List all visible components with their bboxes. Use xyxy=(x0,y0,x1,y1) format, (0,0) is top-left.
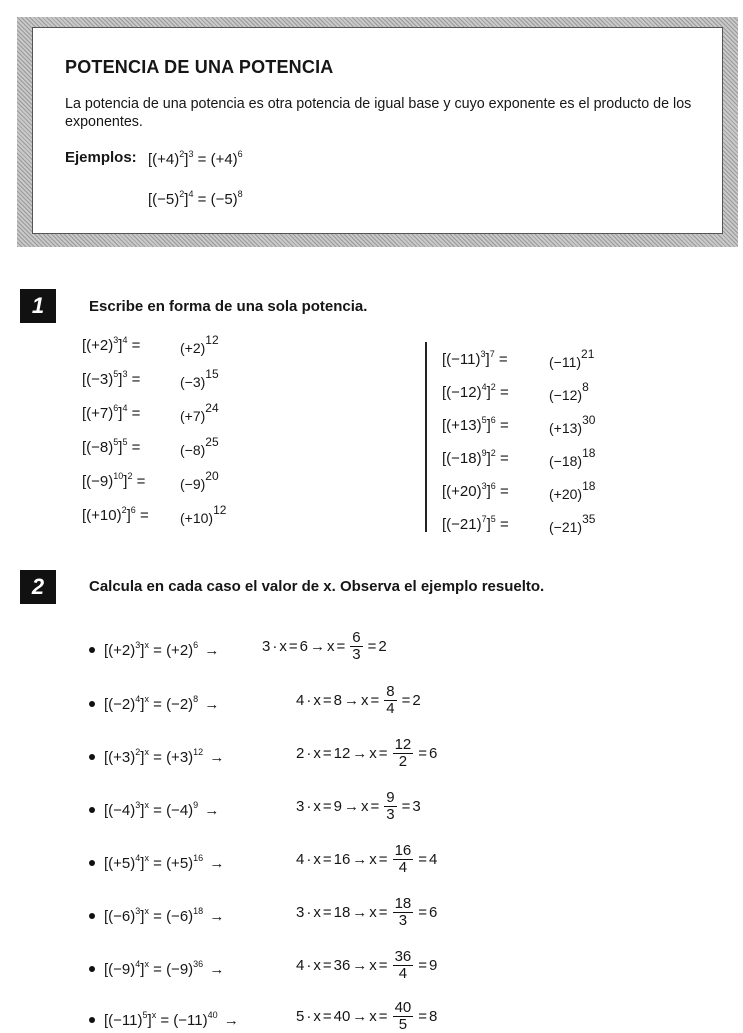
bullet xyxy=(89,754,95,760)
exercise-1-answer: (+7)24 xyxy=(180,401,219,424)
exercise-1-instruction: Escribe en forma de una sola potencia. xyxy=(89,298,368,315)
exercise-2-equation: $[(+5)^4]^x = (+5)^{16}$ → xyxy=(104,853,225,872)
exercise-1-answer: (−11)21 xyxy=(549,347,595,370)
exercise-1-answer: (+10)12 xyxy=(180,503,227,526)
exercise-1-badge: 1 xyxy=(20,289,56,323)
exercise-2-equation: $[(-2)^4]^x = (-2)^8$ → xyxy=(104,694,220,713)
exercise-1-answer: (+13)30 xyxy=(549,413,596,436)
theory-definition: La potencia de una potencia es otra potencia de igual base y cuyo exponente es el producto de los exponentes. xyxy=(65,96,692,130)
exercise-1-answer: (+2)12 xyxy=(180,333,219,356)
fraction: $\frac{18}{3}$ xyxy=(394,895,412,929)
exercise-1-item: $[(-11)^3]^7$ = xyxy=(442,349,508,368)
exercise-2-equation: $[(+2)^3]^x = (+2)^6$ → xyxy=(104,640,220,659)
fraction: $\frac{16}{4}$ xyxy=(394,842,412,876)
fraction: $\frac{9}{3}$ xyxy=(386,789,395,823)
exercise-2-equation: $[(-4)^3]^x = (-4)^9$ → xyxy=(104,800,220,819)
fraction: $\frac{8}{4}$ xyxy=(386,683,395,717)
exercise-2-solution: 5 · x = 40 → x = $\frac{40}{5}$ = 8 xyxy=(296,999,438,1033)
exercise-2-solution: 4 · x = 8 → x = $\frac{8}{4}$ = 2 xyxy=(296,683,421,717)
exercise-2-solution: 3 · x = 18 → x = $\frac{18}{3}$ = 6 xyxy=(296,895,438,929)
exercise-2-equation: $[(-6)^3]^x = (-6)^{18}$ → xyxy=(104,906,225,925)
exercise-2-instruction: Calcula en cada caso el valor de x. Observa el ejemplo resuelto. xyxy=(89,578,545,595)
exercise-2-equation: $[(-11)^5]^x = (-11)^{40}$ → xyxy=(104,1010,239,1029)
theory-box xyxy=(17,17,738,247)
fraction: $\frac{40}{5}$ xyxy=(394,999,412,1033)
bullet xyxy=(89,966,95,972)
exercise-1-item: $[(-12)^4]^2$ = xyxy=(442,382,509,401)
exercise-1-answer: (−12)8 xyxy=(549,380,589,403)
fraction: $\frac{6}{3}$ xyxy=(352,629,361,663)
bullet xyxy=(89,1017,95,1023)
exercise-2-solution: 2 · x = 12 → x = $\frac{12}{2}$ = 6 xyxy=(296,736,438,770)
exercise-2-equation: $[(-9)^4]^x = (-9)^{36}$ → xyxy=(104,959,225,978)
exercise-1-item: $[(+13)^5]^6$ = xyxy=(442,415,509,434)
exercise-1-item: $[(-9)^{10}]^2$ = xyxy=(82,471,146,490)
exercise-1-item: $[(+10)^2]^6$ = xyxy=(82,505,149,524)
bullet xyxy=(89,807,95,813)
exercise-1-answer: (−3)15 xyxy=(180,367,219,390)
bullet xyxy=(89,913,95,919)
theory-title: POTENCIA DE UNA POTENCIA xyxy=(65,57,334,77)
exercise-2-solution: 3 · x = 6 → x = $\frac{6}{3}$ = 2 xyxy=(262,629,387,663)
exercise-1-item: $[(-21)^7]^5$ = xyxy=(442,514,509,533)
bullet xyxy=(89,647,95,653)
fraction: $\frac{12}{2}$ xyxy=(394,736,412,770)
exercise-2-solution: 4 · x = 16 → x = $\frac{16}{4}$ = 4 xyxy=(296,842,438,876)
exercise-1-answer: (+20)18 xyxy=(549,479,596,502)
theory-example-2: $[(-5)^2]^4 = (-5)^8$ xyxy=(148,189,243,208)
exercise-1-answer: (−9)20 xyxy=(180,469,219,492)
exercise-2-solution: 4 · x = 36 → x = $\frac{36}{4}$ = 9 xyxy=(296,948,438,982)
column-divider xyxy=(425,342,427,532)
fraction: $\frac{36}{4}$ xyxy=(394,948,412,982)
exercise-2-equation: $[(+3)^2]^x = (+3)^{12}$ → xyxy=(104,747,225,766)
exercise-1-answer: (−21)35 xyxy=(549,512,596,535)
exercise-1-item: $[(+2)^3]^4$ = xyxy=(82,335,141,354)
exercise-2-solution: 3 · x = 9 → x = $\frac{9}{3}$ = 3 xyxy=(296,789,421,823)
theory-example-1: $[(+4)^2]^3 = (+4)^6$ xyxy=(148,149,243,168)
exercise-1-item: $[(+7)^6]^4$ = xyxy=(82,403,141,422)
exercise-1-item: $[(+20)^3]^6$ = xyxy=(442,481,509,500)
bullet xyxy=(89,701,95,707)
exercise-1-answer: (−8)25 xyxy=(180,435,219,458)
bullet xyxy=(89,860,95,866)
exercise-1-item: $[(-3)^5]^3$ = xyxy=(82,369,141,388)
theory-box-inner xyxy=(32,27,723,234)
exercise-1-item: $[(-8)^5]^5$ = xyxy=(82,437,141,456)
exercise-2-badge: 2 xyxy=(20,570,56,604)
examples-label: Ejemplos: xyxy=(65,149,137,166)
exercise-1-item: $[(-18)^9]^2$ = xyxy=(442,448,509,467)
exercise-1-answer: (−18)18 xyxy=(549,446,596,469)
